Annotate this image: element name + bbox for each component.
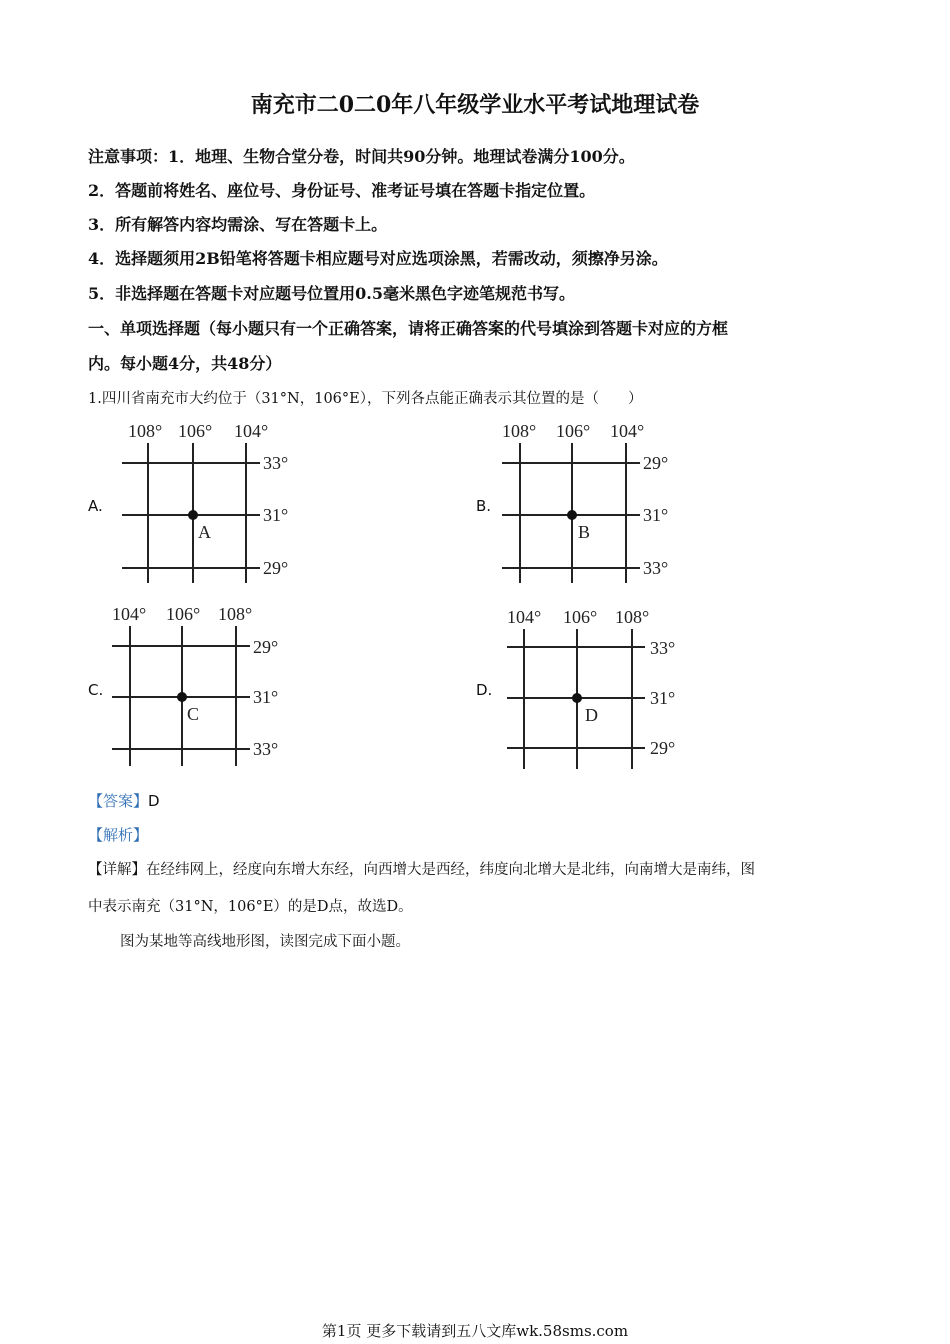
lon-label: 106° <box>563 607 598 627</box>
answer-line <box>88 790 160 811</box>
analysis-tag: 【解析】 <box>88 826 149 844</box>
answer-value: D <box>148 792 160 810</box>
option-c-label: C. <box>88 681 104 699</box>
lat-label: 29° <box>650 738 676 758</box>
lat-label: 31° <box>253 687 279 707</box>
lat-label: 29° <box>643 453 669 473</box>
option-a-grid <box>110 420 330 585</box>
point-label: A <box>198 522 211 542</box>
lat-label: 29° <box>263 558 289 578</box>
option-a-label: A. <box>88 497 103 515</box>
point-label: C <box>187 704 200 724</box>
lat-label: 33° <box>643 558 669 578</box>
detail-line-1 <box>88 858 755 879</box>
page-title: 南充市二0二0年八年级学业水平考试地理试卷 <box>250 92 700 118</box>
lon-label: 104° <box>112 604 147 624</box>
page-footer: 第1页 更多下载请到五八文库wk.58sms.com <box>321 1322 629 1340</box>
section-heading-line-1: 一、单项选择题（每小题只有一个正确答案，请将正确答案的代号填涂到答题卡对应的方框 <box>88 319 729 338</box>
analysis-line <box>88 824 148 845</box>
option-b-label: B. <box>476 497 492 515</box>
location-point <box>572 693 582 703</box>
lat-label: 33° <box>650 638 676 658</box>
lat-label: 33° <box>263 453 289 473</box>
point-label: B <box>578 522 591 542</box>
lon-label: 104° <box>507 607 542 627</box>
option-b-grid <box>500 420 720 585</box>
lat-label: 31° <box>643 505 669 525</box>
location-point <box>567 510 577 520</box>
lon-label: 108° <box>218 604 253 624</box>
notice-line-5: 5．非选择题在答题卡对应题号位置用0.5毫米黑色字迹笔规范书写。 <box>88 284 575 303</box>
location-point <box>177 692 187 702</box>
lat-label: 29° <box>253 637 279 657</box>
section-heading-line-2: 内。每小题4分，共48分） <box>88 354 282 373</box>
lat-label: 31° <box>263 505 289 525</box>
lat-label: 31° <box>650 688 676 708</box>
notice-line-4: 4．选择题须用2B铅笔将答题卡相应题号对应选项涂黑，若需改动，须擦净另涂。 <box>88 249 668 268</box>
answer-tag: 【答案】 <box>88 792 149 810</box>
detail-tag: 【详解】 <box>88 862 146 878</box>
point-label: D <box>585 705 598 725</box>
lon-label: 108° <box>615 607 650 627</box>
lon-label: 106° <box>556 421 591 441</box>
lon-label: 108° <box>502 421 537 441</box>
lon-label: 106° <box>166 604 201 624</box>
option-c-grid <box>110 603 330 768</box>
lon-label: 106° <box>178 421 213 441</box>
lon-label: 108° <box>128 421 163 441</box>
lat-label: 33° <box>253 739 279 759</box>
question-1-stem: 1.四川省南充市大约位于（31°N，106°E），下列各点能正确表示其位置的是（ ） <box>88 391 643 407</box>
notice-line-1: 注意事项：1．地理、生物合堂分卷，时间共90分钟。地理试卷满分100分。 <box>88 147 635 166</box>
notice-line-2: 2．答题前将姓名、座位号、身份证号、准考证号填在答题卡指定位置。 <box>88 181 596 200</box>
detail-text-1: 在经纬网上，经度向东增大东经，向西增大是西经，纬度向北增大是北纬，向南增大是南纬，图 <box>146 862 755 878</box>
notice-line-3: 3．所有解答内容均需涂、写在答题卡上。 <box>88 215 388 234</box>
location-point <box>188 510 198 520</box>
option-d-label: D. <box>476 681 493 699</box>
detail-line-2: 中表示南充（31°N，106°E）的是D点，故选D。 <box>88 899 413 915</box>
option-d-grid <box>505 606 725 771</box>
next-question-intro: 图为某地等高线地形图，读图完成下面小题。 <box>120 934 410 950</box>
lon-label: 104° <box>234 421 269 441</box>
lon-label: 104° <box>610 421 645 441</box>
